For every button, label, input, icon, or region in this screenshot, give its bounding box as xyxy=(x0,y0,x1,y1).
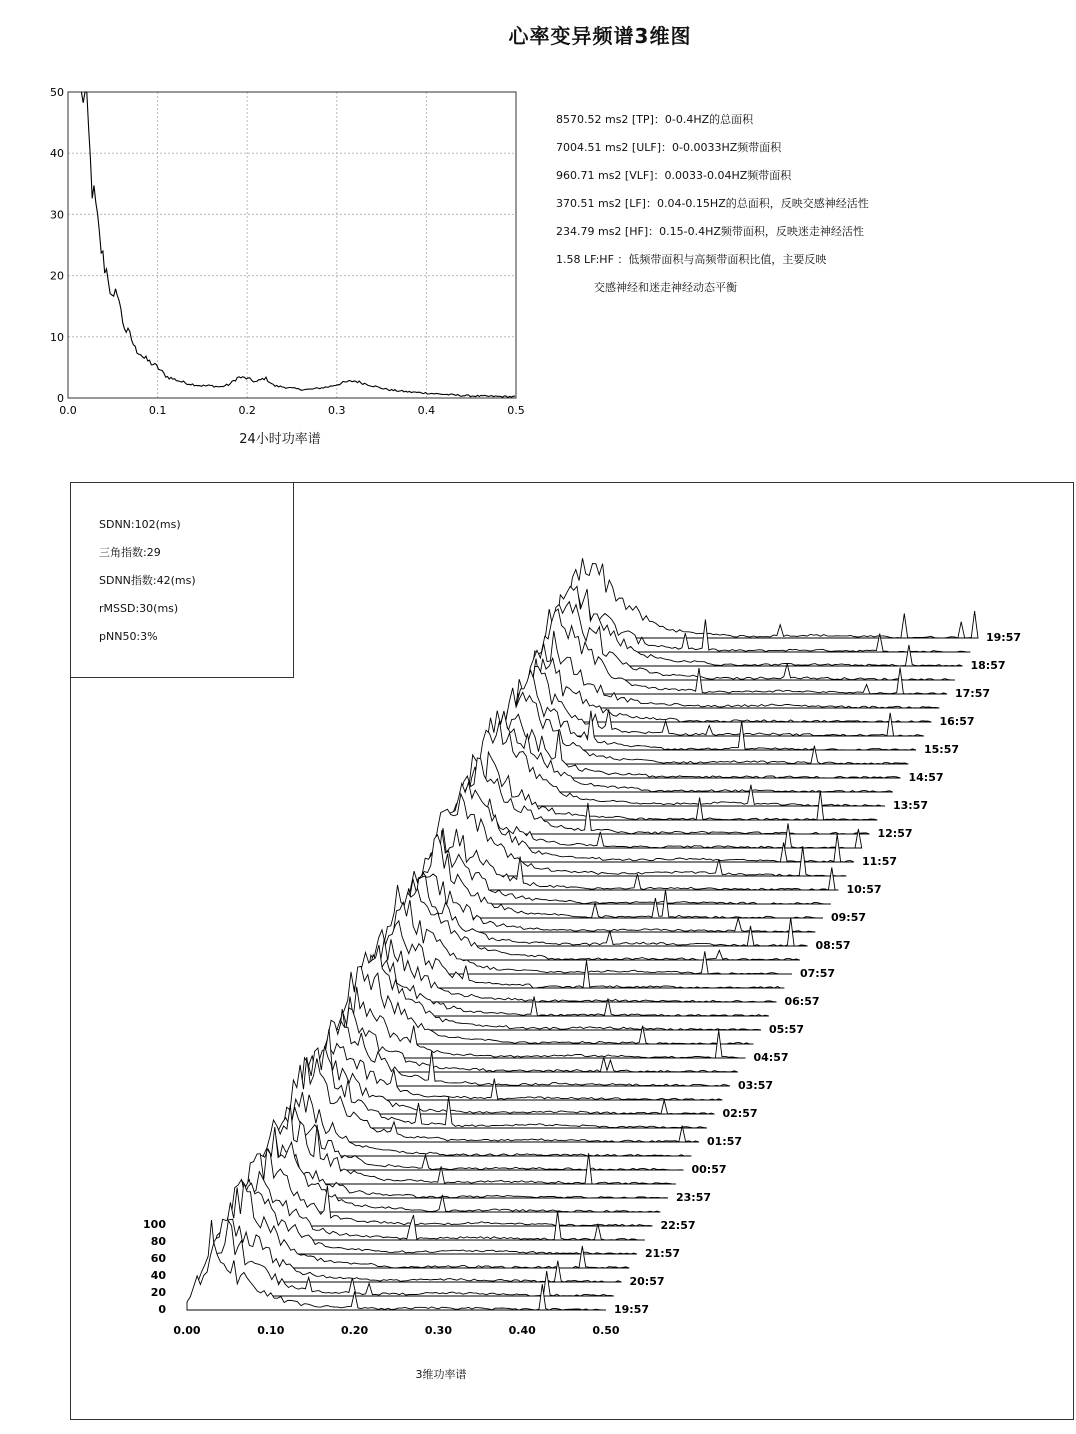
waterfall-z-tick: 80 xyxy=(150,1235,166,1248)
time-label: 14:57 xyxy=(908,771,944,784)
x-tick-label: 0.1 xyxy=(148,404,167,417)
waterfall-x-tick: 0.50 xyxy=(592,1324,620,1337)
spectrum-24h-chart xyxy=(0,80,540,425)
page-title: 心率变异频谱3维图 xyxy=(508,24,692,48)
time-label: 17:57 xyxy=(955,687,991,700)
index-pnn50: pNN50:3% xyxy=(99,630,158,643)
x-tick-label: 0.5 xyxy=(507,404,525,417)
time-label: 22:57 xyxy=(660,1219,696,1232)
stat-lf: 370.51 ms2 [LF]：0.04-0.15HZ的总面积，反映交感神经活性 xyxy=(556,197,869,210)
y-tick-label: 40 xyxy=(50,147,64,161)
time-label: 23:57 xyxy=(676,1191,712,1204)
waterfall-caption: 3维功率谱 xyxy=(415,1368,467,1381)
time-label: 21:57 xyxy=(645,1247,681,1260)
plot-area xyxy=(68,92,516,398)
time-label: 11:57 xyxy=(862,855,898,868)
waterfall-z-tick: 100 xyxy=(143,1218,166,1231)
y-tick-label: 30 xyxy=(50,208,64,222)
time-label: 15:57 xyxy=(924,743,960,756)
time-label: 07:57 xyxy=(800,967,836,980)
index-sdnn-index: SDNN指数:42(ms) xyxy=(99,574,196,587)
hrv-stats-block xyxy=(556,106,869,302)
time-label: 01:57 xyxy=(707,1135,743,1148)
x-tick-label: 0.0 xyxy=(59,404,77,417)
waterfall-z-tick: 40 xyxy=(150,1269,166,1282)
stat-tp: 8570.52 ms2 [TP]：0-0.4HZ的总面积 xyxy=(556,113,754,126)
stat-lfhf-cont: 交感神经和迷走神经动态平衡 xyxy=(594,281,737,294)
waterfall-z-tick: 0 xyxy=(158,1303,166,1316)
waterfall-z-tick: 20 xyxy=(150,1286,166,1299)
waterfall-x-tick: 0.10 xyxy=(257,1324,285,1337)
index-rmssd: rMSSD:30(ms) xyxy=(99,602,179,615)
stat-ulf: 7004.51 ms2 [ULF]：0-0.0033HZ频带面积 xyxy=(556,141,782,154)
time-label: 06:57 xyxy=(784,995,820,1008)
time-label: 00:57 xyxy=(691,1163,727,1176)
hrv-index-box xyxy=(70,482,294,678)
time-label: 03:57 xyxy=(738,1079,774,1092)
waterfall-x-tick: 0.20 xyxy=(341,1324,369,1337)
time-label: 04:57 xyxy=(753,1051,789,1064)
time-label: 19:57 xyxy=(986,631,1022,644)
time-label: 19:57 xyxy=(614,1303,650,1316)
waterfall-x-tick: 0.30 xyxy=(424,1324,452,1337)
waterfall-x-tick: 0.40 xyxy=(508,1324,536,1337)
spectrum-24h-caption: 24小时功率谱 xyxy=(239,432,321,447)
time-label: 18:57 xyxy=(970,659,1006,672)
y-tick-label: 0 xyxy=(57,392,64,405)
waterfall-x-tick: 0.00 xyxy=(173,1324,201,1337)
time-label: 13:57 xyxy=(893,799,929,812)
time-label: 05:57 xyxy=(769,1023,805,1036)
y-tick-label: 20 xyxy=(50,269,64,283)
x-tick-label: 0.3 xyxy=(328,404,346,417)
time-label: 20:57 xyxy=(629,1275,665,1288)
x-tick-label: 0.4 xyxy=(417,404,436,417)
x-tick-label: 0.2 xyxy=(238,404,256,417)
stat-lfhf: 1.58 LF:HF ：低频带面积与高频带面积比值，主要反映 xyxy=(556,253,827,266)
time-label: 08:57 xyxy=(815,939,851,952)
time-label: 12:57 xyxy=(877,827,913,840)
time-label: 16:57 xyxy=(939,715,975,728)
time-label: 09:57 xyxy=(831,911,867,924)
time-label: 02:57 xyxy=(722,1107,758,1120)
stat-vlf: 960.71 ms2 [VLF]：0.0033-0.04HZ频带面积 xyxy=(556,169,792,182)
stat-hf: 234.79 ms2 [HF]：0.15-0.4HZ频带面积，反映迷走神经活性 xyxy=(556,225,864,238)
time-label: 10:57 xyxy=(846,883,882,896)
index-triangle: 三角指数:29 xyxy=(99,546,161,559)
index-sdnn: SDNN:102(ms) xyxy=(99,518,181,531)
spectrum-line xyxy=(81,92,515,397)
y-tick-label: 10 xyxy=(50,330,64,344)
waterfall-z-tick: 60 xyxy=(150,1252,166,1265)
y-tick-label: 50 xyxy=(50,86,64,99)
